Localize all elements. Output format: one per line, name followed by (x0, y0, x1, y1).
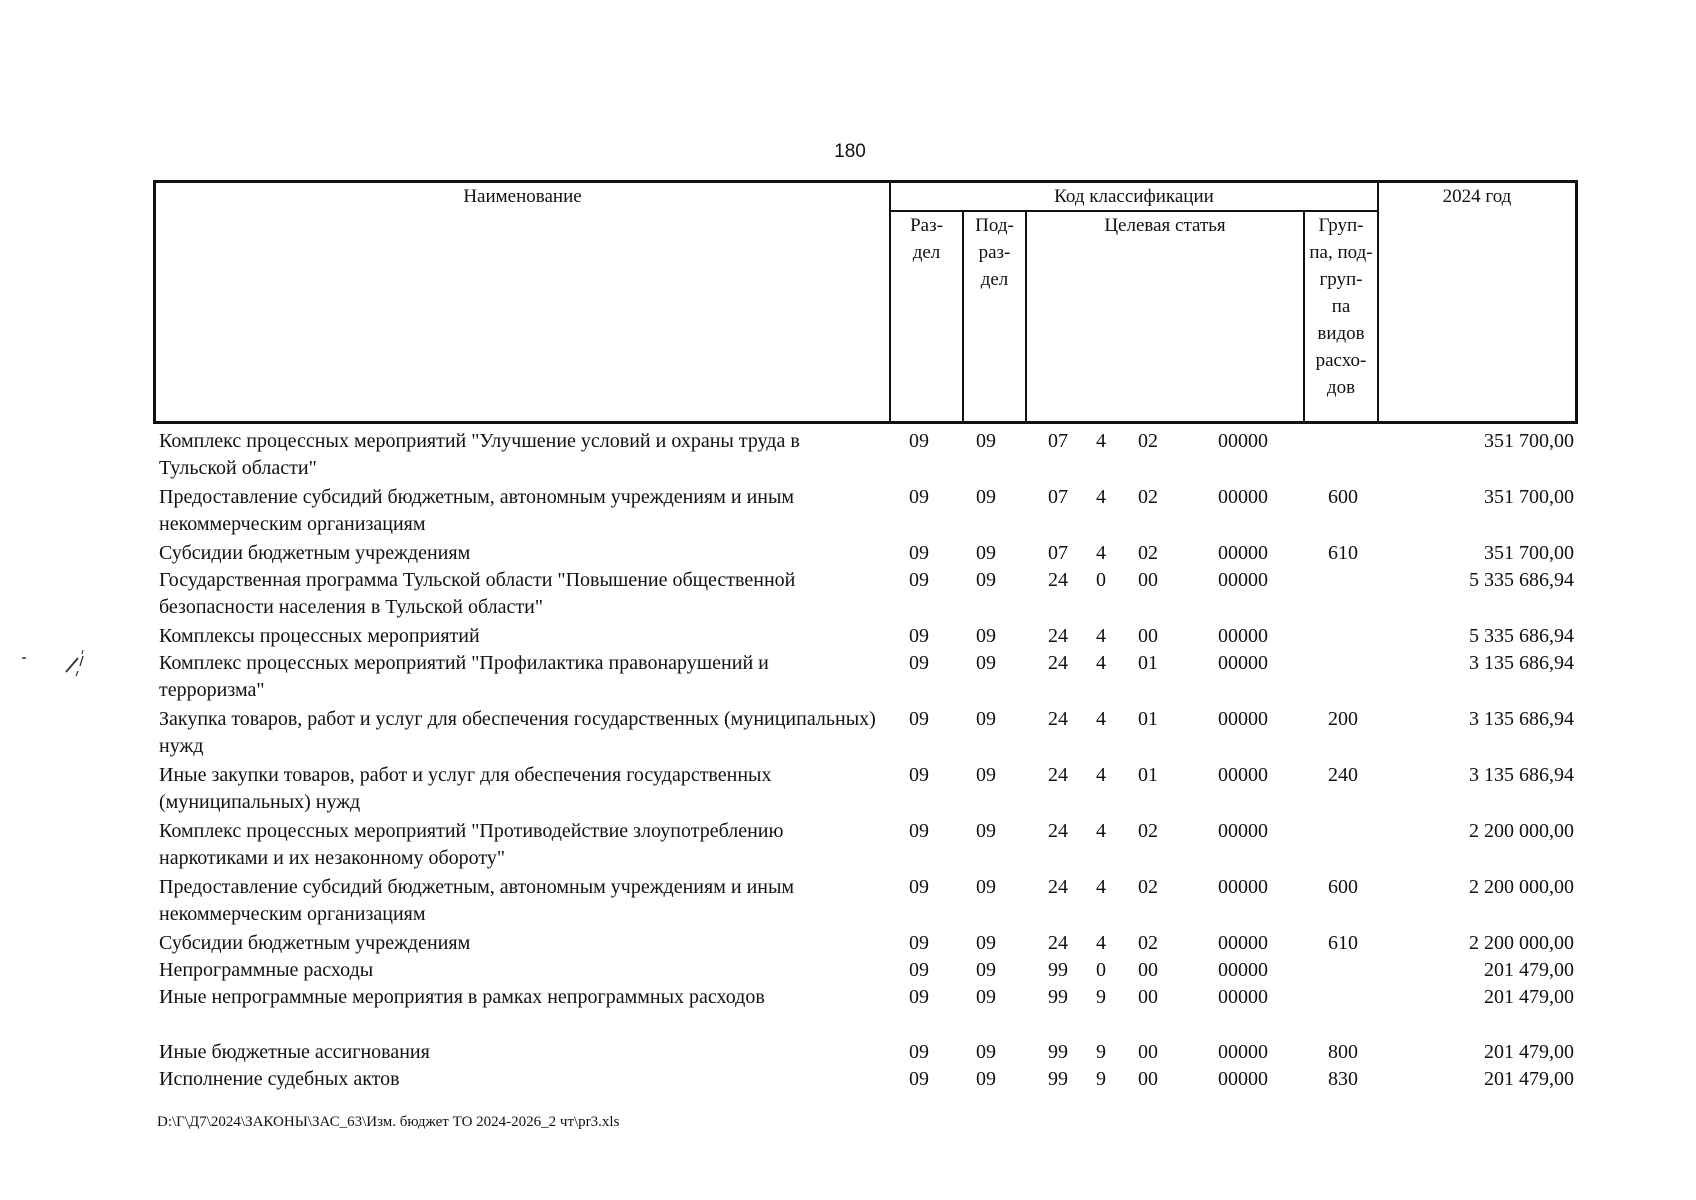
row-ts3: 00 (1138, 569, 1158, 591)
row-ts4: 00000 (1218, 569, 1268, 591)
table-row (153, 623, 1578, 650)
row-ts2: 4 (1096, 764, 1106, 786)
row-amount: 3 135 686,94 (1469, 708, 1574, 730)
row-razdel: 09 (909, 764, 929, 786)
row-ts4: 00000 (1218, 430, 1268, 452)
row-ts3: 00 (1138, 959, 1158, 981)
row-amount: 201 479,00 (1484, 959, 1574, 981)
row-razdel: 09 (909, 430, 929, 452)
row-ts2: 4 (1096, 430, 1106, 452)
row-podrazdel: 09 (976, 820, 996, 842)
table-row (153, 1039, 1578, 1066)
table-row (153, 984, 1578, 1011)
row-ts2: 4 (1096, 542, 1106, 564)
footer-file-path: D:\Г\Д7\2024\ЗАКОНЫ\ЗАС_63\Изм. бюджет ТО 2024-2026_2 чт\pr3.xls (157, 1114, 620, 1130)
row-ts1: 07 (1048, 430, 1068, 452)
row-ts1: 24 (1048, 876, 1068, 898)
row-razdel: 09 (909, 542, 929, 564)
row-ts1: 99 (1048, 959, 1068, 981)
row-ts2: 9 (1096, 1041, 1106, 1063)
row-ts3: 01 (1138, 652, 1158, 674)
row-ts1: 24 (1048, 932, 1068, 954)
row-name: Иные непрограммные мероприятия в рамках непрограммных расходов (159, 986, 765, 1008)
row-grp: 600 (1328, 876, 1358, 898)
row-ts1: 24 (1048, 625, 1068, 647)
row-ts2: 4 (1096, 820, 1106, 842)
row-amount: 351 700,00 (1484, 542, 1574, 564)
row-ts2: 4 (1096, 876, 1106, 898)
row-podrazdel: 09 (976, 932, 996, 954)
table-row (153, 567, 1578, 621)
row-grp: 830 (1328, 1068, 1358, 1090)
row-name: Предоставление субсидий бюджетным, автономным учреждениям и иным некоммерческим организациям (159, 486, 795, 535)
row-ts2: 4 (1096, 708, 1106, 730)
row-razdel: 09 (909, 708, 929, 730)
row-amount: 3 135 686,94 (1469, 764, 1574, 786)
row-ts3: 02 (1138, 876, 1158, 898)
table-row (153, 818, 1578, 872)
row-razdel: 09 (909, 1068, 929, 1090)
row-ts4: 00000 (1218, 986, 1268, 1008)
row-podrazdel: 09 (976, 652, 996, 674)
row-ts4: 00000 (1218, 652, 1268, 674)
row-ts4: 00000 (1218, 820, 1268, 842)
row-grp: 610 (1328, 542, 1358, 564)
table-row (153, 762, 1578, 816)
table-row (153, 1066, 1578, 1093)
header-name: Наименование (463, 186, 582, 207)
row-podrazdel: 09 (976, 486, 996, 508)
row-razdel: 09 (909, 959, 929, 981)
row-ts1: 24 (1048, 569, 1068, 591)
page-number: 180 (834, 141, 866, 162)
table-row (153, 650, 1578, 704)
row-razdel: 09 (909, 486, 929, 508)
row-razdel: 09 (909, 820, 929, 842)
row-ts2: 4 (1096, 652, 1106, 674)
header-group: Груп- па, под- груп- па видов расхо- дов (1309, 215, 1373, 398)
row-name: Исполнение судебных актов (159, 1068, 400, 1090)
row-ts1: 07 (1048, 542, 1068, 564)
row-ts2: 4 (1096, 932, 1106, 954)
row-podrazdel: 09 (976, 959, 996, 981)
row-amount: 351 700,00 (1484, 430, 1574, 452)
table-row (153, 930, 1578, 957)
row-podrazdel: 09 (976, 1041, 996, 1063)
row-ts4: 00000 (1218, 708, 1268, 730)
row-amount: 2 200 000,00 (1469, 932, 1574, 954)
row-ts3: 02 (1138, 820, 1158, 842)
row-ts3: 00 (1138, 986, 1158, 1008)
row-ts3: 01 (1138, 764, 1158, 786)
row-amount: 201 479,00 (1484, 986, 1574, 1008)
row-amount: 2 200 000,00 (1469, 820, 1574, 842)
row-amount: 2 200 000,00 (1469, 876, 1574, 898)
row-ts1: 24 (1048, 652, 1068, 674)
row-ts1: 24 (1048, 708, 1068, 730)
row-amount: 201 479,00 (1484, 1041, 1574, 1063)
row-name: Иные закупки товаров, работ и услуг для обеспечения государственных (муниципальных) нужд (159, 764, 772, 813)
row-amount: 201 479,00 (1484, 1068, 1574, 1090)
header-classification: Код классификации (1054, 186, 1214, 207)
row-ts1: 24 (1048, 820, 1068, 842)
row-razdel: 09 (909, 876, 929, 898)
row-razdel: 09 (909, 1041, 929, 1063)
row-podrazdel: 09 (976, 764, 996, 786)
row-ts3: 02 (1138, 542, 1158, 564)
row-ts1: 07 (1048, 486, 1068, 508)
table-row (153, 428, 1578, 482)
row-grp: 600 (1328, 486, 1358, 508)
row-ts4: 00000 (1218, 625, 1268, 647)
row-podrazdel: 09 (976, 569, 996, 591)
row-podrazdel: 09 (976, 625, 996, 647)
row-ts4: 00000 (1218, 542, 1268, 564)
table-row (153, 484, 1578, 538)
row-ts3: 00 (1138, 1068, 1158, 1090)
header-year: 2024 год (1442, 186, 1512, 207)
row-amount: 5 335 686,94 (1469, 625, 1574, 647)
row-grp: 240 (1328, 764, 1358, 786)
row-podrazdel: 09 (976, 430, 996, 452)
row-ts3: 00 (1138, 1041, 1158, 1063)
row-ts1: 99 (1048, 986, 1068, 1008)
row-ts3: 00 (1138, 625, 1158, 647)
row-podrazdel: 09 (976, 876, 996, 898)
row-ts4: 00000 (1218, 486, 1268, 508)
row-ts2: 4 (1096, 486, 1106, 508)
row-name: Комплексы процессных мероприятий (159, 625, 480, 647)
table-body (153, 428, 1578, 1093)
row-razdel: 09 (909, 625, 929, 647)
header-target: Целевая статья (1104, 215, 1226, 236)
row-ts1: 99 (1048, 1041, 1068, 1063)
row-podrazdel: 09 (976, 542, 996, 564)
row-razdel: 09 (909, 569, 929, 591)
row-ts2: 4 (1096, 625, 1106, 647)
row-amount: 5 335 686,94 (1469, 569, 1574, 591)
row-name: Комплекс процессных мероприятий "Улучшение условий и охраны труда в Тульской области" (159, 430, 800, 479)
header-razdel: Раз- дел (910, 215, 943, 263)
row-ts1: 24 (1048, 764, 1068, 786)
table-header (153, 180, 1578, 424)
margin-pen-mark (14, 640, 94, 695)
row-ts3: 02 (1138, 932, 1158, 954)
row-amount: 3 135 686,94 (1469, 652, 1574, 674)
row-ts3: 01 (1138, 708, 1158, 730)
row-name: Иные бюджетные ассигнования (159, 1041, 430, 1063)
table-row (153, 540, 1578, 567)
row-grp: 800 (1328, 1041, 1358, 1063)
row-ts3: 02 (1138, 430, 1158, 452)
row-ts2: 0 (1096, 569, 1106, 591)
table-row (153, 706, 1578, 760)
header-podrazdel: Под- раз- дел (975, 215, 1014, 290)
row-name: Субсидии бюджетным учреждениям (159, 932, 471, 954)
row-podrazdel: 09 (976, 986, 996, 1008)
row-name: Субсидии бюджетным учреждениям (159, 542, 471, 564)
row-name: Закупка товаров, работ и услуг для обеспечения государственных (муниципальных) нужд (159, 708, 876, 757)
row-grp: 610 (1328, 932, 1358, 954)
row-ts4: 00000 (1218, 1068, 1268, 1090)
row-ts2: 9 (1096, 986, 1106, 1008)
row-razdel: 09 (909, 652, 929, 674)
row-name: Непрограммные расходы (159, 959, 374, 981)
row-ts4: 00000 (1218, 1041, 1268, 1063)
row-grp: 200 (1328, 708, 1358, 730)
row-amount: 351 700,00 (1484, 486, 1574, 508)
row-ts1: 99 (1048, 1068, 1068, 1090)
row-name: Комплекс процессных мероприятий "Профилактика правонарушений и терроризма" (159, 652, 769, 701)
table-row (153, 874, 1578, 928)
row-razdel: 09 (909, 932, 929, 954)
row-ts4: 00000 (1218, 932, 1268, 954)
row-ts2: 0 (1096, 959, 1106, 981)
row-ts4: 00000 (1218, 876, 1268, 898)
row-ts3: 02 (1138, 486, 1158, 508)
row-name: Комплекс процессных мероприятий "Противодействие злоупотреблению наркотиками и их незаконному обороту" (159, 820, 784, 869)
table-row (153, 957, 1578, 984)
row-podrazdel: 09 (976, 708, 996, 730)
row-razdel: 09 (909, 986, 929, 1008)
row-ts2: 9 (1096, 1068, 1106, 1090)
row-name: Государственная программа Тульской области "Повышение общественной безопасности населения в Тульской области" (159, 569, 796, 618)
row-ts4: 00000 (1218, 764, 1268, 786)
row-podrazdel: 09 (976, 1068, 996, 1090)
row-ts4: 00000 (1218, 959, 1268, 981)
row-name: Предоставление субсидий бюджетным, автономным учреждениям и иным некоммерческим организациям (159, 876, 795, 925)
